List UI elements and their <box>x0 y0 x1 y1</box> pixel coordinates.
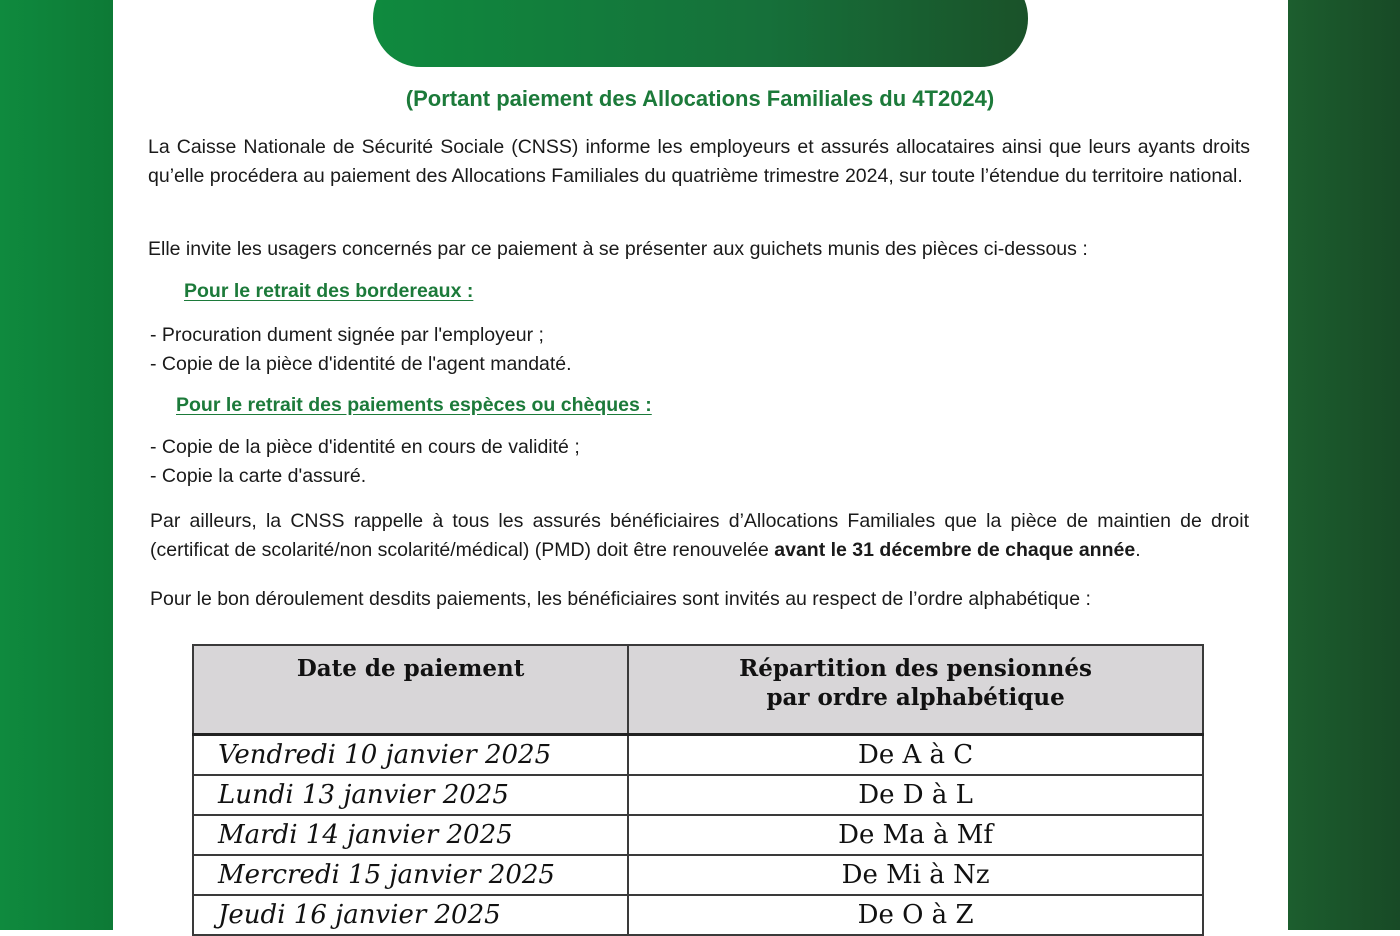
table-row <box>193 815 1203 855</box>
bordereaux-list <box>150 321 572 379</box>
payment-date: Jeudi 16 janvier 2025 <box>193 895 628 935</box>
table-row <box>193 775 1203 815</box>
invite-paragraph: Elle invite les usagers concernés par ce paiement à se présenter aux guichets munis des pièces ci-dessous : <box>148 238 1088 260</box>
reminder-paragraph <box>150 507 1249 565</box>
list-item: - Copie de la pièce d'identité de l'agent mandaté. <box>150 353 572 375</box>
reminder-end: . <box>1135 539 1141 561</box>
alphabet-range: De A à C <box>628 735 1203 776</box>
alphabet-range: De D à L <box>628 775 1203 815</box>
list-item: - Procuration dument signée par l'employeur ; <box>150 324 544 346</box>
column-header-range <box>628 645 1203 735</box>
section-heading-paiements: Pour le retrait des paiements espèces ou chèques : <box>176 394 652 416</box>
payment-date: Lundi 13 janvier 2025 <box>193 775 628 815</box>
reminder-deadline: avant le 31 décembre de chaque année <box>774 539 1136 561</box>
reminder-text: Par ailleurs, la CNSS rappelle à tous les assurés bénéficiaires d’Allocations Familiales que la pièce de maintien de droit (certificat de scolarité/non scolarité/médical) (PMD) doit être renouvelée <box>150 510 1249 561</box>
column-header-date: Date de paiement <box>193 645 628 735</box>
table-row <box>193 895 1203 935</box>
column-header-range-line1: Répartition des pensionnés <box>739 655 1092 682</box>
payment-schedule-table <box>192 644 1204 936</box>
payment-date: Vendredi 10 janvier 2025 <box>193 735 628 776</box>
title-banner <box>373 0 1028 67</box>
payment-date: Mardi 14 janvier 2025 <box>193 815 628 855</box>
table-row <box>193 735 1203 776</box>
list-item: - Copie la carte d'assuré. <box>150 465 367 487</box>
table-header-row <box>193 645 1203 735</box>
order-note: Pour le bon déroulement desdits paiements, les bénéficiaires sont invités au respect de l’ordre alphabétique : <box>150 588 1091 610</box>
alphabet-range: De Ma à Mf <box>628 815 1203 855</box>
alphabet-range: De O à Z <box>628 895 1203 935</box>
column-header-range-line2: par ordre alphabétique <box>766 684 1065 711</box>
page-subtitle: (Portant paiement des Allocations Familiales du 4T2024) <box>405 86 995 111</box>
intro-paragraph: La Caisse Nationale de Sécurité Sociale (CNSS) informe les employeurs et assurés allocataires ainsi que leurs ayants droits qu’elle procédera au paiement des Allocations Familiales du quatrième trimestre 2024, sur toute l’étendue du territoire national. <box>148 136 1250 187</box>
paiements-list <box>150 433 580 491</box>
left-green-border <box>0 0 113 930</box>
table-row <box>193 855 1203 895</box>
alphabet-range: De Mi à Nz <box>628 855 1203 895</box>
list-item: - Copie de la pièce d'identité en cours de validité ; <box>150 436 580 458</box>
right-green-border <box>1288 0 1400 930</box>
payment-date: Mercredi 15 janvier 2025 <box>193 855 628 895</box>
section-heading-bordereaux: Pour le retrait des bordereaux : <box>184 280 474 302</box>
